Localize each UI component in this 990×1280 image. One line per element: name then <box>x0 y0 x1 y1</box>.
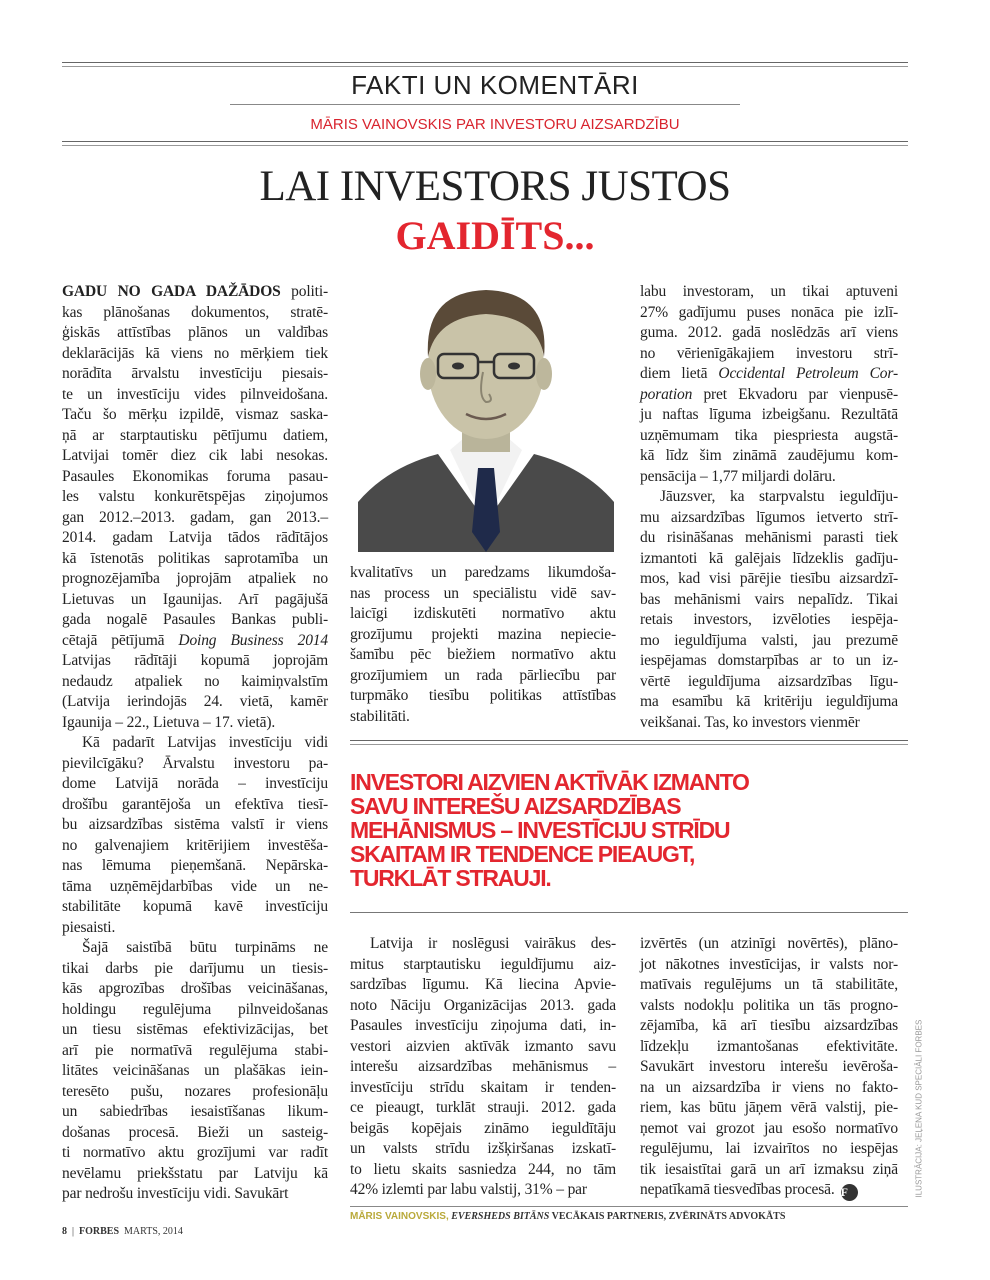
byline-role: VECĀKAIS PARTNERIS, ZVĒRINĀTS ADVOKĀTS <box>549 1211 786 1222</box>
text-line: jot nākotnes investīcijas, ir valsts nor- <box>640 955 898 973</box>
text-line: drošību garantējoša un efektīva tiesī- <box>62 795 328 813</box>
illustration-credit <box>912 1019 926 1200</box>
magazine-name: FORBES <box>79 1226 120 1237</box>
text-line: du risināšanas mehānismi parasti tiek <box>640 529 898 546</box>
text-line: kā līdz šim zināmā zaudējumu kom- <box>640 447 898 464</box>
text-line: prognozējamība joprojām atpaliek no <box>62 570 328 587</box>
section-title: FAKTI UN KOMENTĀRI <box>351 70 639 100</box>
text-line: labu investoram, un tikai aptuveni <box>640 283 898 300</box>
text-line: Kā padarīt Latvijas investīciju vidi <box>82 734 328 751</box>
text-line: zējamība, kā arī tiesību aizsardzības <box>640 1017 898 1034</box>
text-line: Igaunija – 22., Lietuva – 17. vietā). <box>62 713 276 731</box>
text-line: ce pieaugt, turklāt strauji. 2012. gada <box>350 1099 616 1116</box>
text-line: izvērtēs (un atzinīgi novērtēs), plāno- <box>640 935 898 952</box>
text-line: tik iesaistītai garā un arī izmaksu ziņā <box>640 1160 898 1178</box>
text-line: tāma uzņēmējdarbības vide un ne- <box>62 877 328 895</box>
text-line: laicīgi izdiskutēti normatīvo aktu <box>350 605 616 622</box>
column-2-bottom <box>350 934 616 1201</box>
text-line: un valsts strīdu izšķiršanas izskatī- <box>350 1140 616 1157</box>
byline-firm: EVERSHEDS BITĀNS <box>451 1211 550 1222</box>
text-line: mo ieguldījuma valsti, jau prezumē <box>640 631 898 649</box>
text-line: Jāuzsver, ka starpvalstu ieguldīju- <box>660 488 898 505</box>
text-line: kas plānošanas dokumentos, stratē- <box>62 303 328 321</box>
text-line: nevēlamu priekšstatu par Latviju kā <box>62 1164 328 1182</box>
text-line: arī pie normatīvā regulējuma stabi- <box>62 1041 328 1059</box>
text-line: interešu aizsardzības mehānismus – <box>350 1058 616 1075</box>
text-line: Lietuvas un Igaunijas. Arī pagājušā <box>62 590 328 608</box>
text-line: un sabiedrības iesaistīšanas likum- <box>62 1103 328 1120</box>
text-line: līdzekļu izmantošanas efektivitāte. <box>640 1037 898 1055</box>
text-line: norādīta ārvalstu investīciju piesais- <box>62 365 328 382</box>
text-line: par nedrošu investīciju vidi. Savukārt <box>62 1185 289 1202</box>
text-line: riem, kas būtu jāņem vērā valstij, pie- <box>640 1099 898 1116</box>
subtitle: MĀRIS VAINOVSKIS PAR INVESTORU AIZSARDZĪBU <box>310 116 680 133</box>
page-number: 8 <box>62 1226 67 1237</box>
text-line: kās apgrozības drošības veicināšanas, <box>62 980 328 997</box>
text-line: valsts nodokļu politika un tās progno- <box>640 996 898 1014</box>
text-line: stabilitāti. <box>350 707 410 725</box>
text-line: uzņēmumam tika piespriesta augstā- <box>640 426 898 444</box>
column-3-top <box>640 282 898 733</box>
pull-quote-line: INVESTORI AIZVIEN AKTĪVĀK IZMANTO <box>350 769 749 795</box>
text-line: les valstu konkurētspējas ziņojumos <box>62 488 328 505</box>
text-line: litātes veicināšanas un plašākas iein- <box>62 1062 328 1079</box>
text-line: Latvijai tomēr diez cik labi nesokas. <box>62 447 328 464</box>
author-byline <box>350 1211 785 1222</box>
text-line: to lietu skaits sasniedza 244, no tām <box>350 1160 616 1178</box>
text-line: iespējamas domstarpības ar to un iz- <box>640 652 898 669</box>
pull-quote-line: SKAITAM IR TENDENCE PIEAUGT, <box>350 841 695 867</box>
text-line: Latvijas rādītāji kopumā joprojām <box>62 652 328 669</box>
text-line: 42% izlemti par labu valstij, 31% – par <box>350 1181 587 1198</box>
text-line: kā īstenotās politikas saprotamība un <box>62 549 328 567</box>
pull-quote <box>350 770 830 890</box>
text-line: deklarācijās kā viens no mērķiem tiek <box>62 344 328 362</box>
text-line: beigās kopējais zināmo ieguldītāju <box>350 1119 616 1137</box>
pull-quote-line: MEHĀNISMUS – INVESTĪCIJU STRĪDU <box>350 817 730 843</box>
column-3-bottom <box>640 934 898 1201</box>
text-line: investīciju strīdu skaitam ir tenden- <box>350 1078 616 1096</box>
text-line: pensācija – 1,77 miljardi dolāru. <box>640 467 836 485</box>
text-line: 2014. gadam Latvija tādos rādītājos <box>62 529 328 546</box>
column-1 <box>62 282 328 1205</box>
text-line: noto Nāciju Organizācijas 2013. gada <box>350 996 616 1014</box>
text-line: nas lēmuma pieņemšanā. Nepārska- <box>62 857 328 874</box>
text-line: ma esamību kā kritēriju ieguldījuma <box>640 693 898 710</box>
text-line: holdingu regulējuma pilnveidošanas <box>62 1000 328 1018</box>
text-line: te un investīciju vides pilnveidošana. <box>62 385 328 403</box>
text-line: no vērienīgākajiem investoru strī- <box>640 344 898 362</box>
text-line: ti normatīvo aktu grozījumi var radīt <box>62 1144 328 1161</box>
text-line: Pasaules investīciju ziņojuma dati, in- <box>350 1017 616 1034</box>
text-line: kvalitatīvs un paredzams likumdoša- <box>350 564 616 581</box>
headline-line-2: GAIDĪTS... <box>395 213 595 258</box>
text-line: poration pret Ekvadoru par vienpusē- <box>640 385 898 403</box>
text-line: bas mehānismi vairs nepalīdz. Tikai <box>640 590 898 608</box>
text-line: GADU NO GADA DAŽĀDOS politi- <box>62 283 328 300</box>
text-line: ģiskās attīstības plānos un valdības <box>62 324 328 341</box>
text-line: matīvais regulējums un tā stabilitāte, <box>640 976 898 993</box>
text-line: gan 2012.–2013. gadam, gan 2013.– <box>62 508 328 526</box>
text-line: nas process un speciālistu vidē sav- <box>350 584 616 602</box>
text-line: no galvenajiem kritērijiem investēša- <box>62 836 328 854</box>
text-line: gada nogalē Pasaules Bankas publi- <box>62 611 328 628</box>
text-line: stabilitāte kopumā kavē investīciju <box>62 898 328 915</box>
text-line: nedaudz atpaliek no kaimiņvalstīm <box>62 672 328 690</box>
text-line: vērtē ieguldījuma aizsardzības līgu- <box>640 672 898 690</box>
forbes-end-mark-icon: F <box>841 1184 858 1201</box>
headline-line-1: LAI INVESTORS JUSTOS <box>259 163 731 210</box>
text-line: tikai darbs pie darījumu un tiesis- <box>62 959 328 977</box>
illustration-credit-text: ILUSTRĀCIJA: JEĻENA KUD SPECIĀLI FORBES <box>914 1019 924 1198</box>
text-line: un tiesu sistēmas efektivizācijas, bet <box>62 1021 328 1038</box>
text-line: mos, kad visi pārējie tiesību aizsardzī- <box>640 570 898 587</box>
text-line: došanas procesā. Bieži un sasteig- <box>62 1123 328 1141</box>
text-line: Savukārt investoru interešu ievēroša- <box>640 1058 898 1075</box>
text-line: ņemot vai grozot jau esošo normatīvo <box>640 1119 898 1137</box>
issue-date: MARTS, 2014 <box>124 1226 183 1237</box>
text-line: grozījumu projekti mazina nepiecie- <box>350 625 616 643</box>
pull-quote-line: SAVU INTEREŠU AIZSARDZĪBAS <box>350 793 681 819</box>
text-line: vestori aizvien aktīvāk izmanto savu <box>350 1037 616 1055</box>
text-line: mitus starptautisku ieguldījumu aiz- <box>350 955 616 973</box>
text-line: diem lietā Occidental Petroleum Cor- <box>640 365 898 382</box>
text-line: grozījumiem un rada pārliecību par <box>350 666 616 684</box>
text-line: dome Latvijā norāda – investīciju <box>62 775 328 792</box>
text-line: cētajā pētījumā Doing Business 2014 <box>62 631 328 649</box>
author-portrait-illustration <box>358 262 614 552</box>
text-line: pievilcīgāku? Ārvalstu investoru pa- <box>62 754 328 772</box>
footer-separator: | <box>72 1226 75 1237</box>
text-line: veikšanai. Tas, ko investors vienmēr <box>640 713 860 731</box>
text-line: izmantoti kā galējais līdzeklis gadīju- <box>640 549 898 567</box>
page-footer <box>62 1226 183 1237</box>
text-line: šamību pēc biežiem normatīvo aktu <box>350 646 616 663</box>
text-line: ju naftas līguma izbeigšanu. Rezultātā <box>640 406 898 423</box>
text-line: 27% gadījumu puses nonāca pie izlī- <box>640 303 898 321</box>
text-line: nepatīkamā tiesvedības procesā. F <box>640 1180 898 1201</box>
text-line: turpmāko tiesību politikas attīstības <box>350 687 616 704</box>
text-line: piesaisti. <box>62 918 116 936</box>
pull-quote-line: TURKLĀT STRAUJI. <box>350 865 551 891</box>
text-line: bu aizsardzības sistēma valstī ir viens <box>62 816 328 833</box>
byline-name: MĀRIS VAINOVSKIS, <box>350 1211 449 1222</box>
text-line: ņā ar starptautisku pētījumu datiem, <box>62 426 328 444</box>
text-line: teresēto pušu, nozares profesionāļu <box>62 1082 328 1100</box>
text-line: (Latvija ierindojās 24. vietā, kamēr <box>62 693 328 710</box>
text-line: Šajā saistībā būtu turpināms ne <box>82 939 328 956</box>
text-line: sardzības līgumu. Kā liecina Apvie- <box>350 976 616 993</box>
column-2-top <box>350 563 616 727</box>
text-line: retais investors, izvēloties iespēja- <box>640 611 898 628</box>
text-line: Pasaules Ekonomikas foruma pasau- <box>62 467 328 485</box>
text-line: mu aizsardzības līgumos ietverto strī- <box>640 508 898 526</box>
text-line: na un aizsardzība ir viens no fakto- <box>640 1078 898 1096</box>
text-line: guma. 2012. gadā noslēdzās arī viens <box>640 324 898 341</box>
text-line: Taču šo mērķu izpildē, vismaz saska- <box>62 406 328 423</box>
text-line: regulējumu, lai izvairītos no iespējas <box>640 1140 898 1157</box>
text-line: Latvija ir noslēgusi vairākus des- <box>370 935 616 952</box>
